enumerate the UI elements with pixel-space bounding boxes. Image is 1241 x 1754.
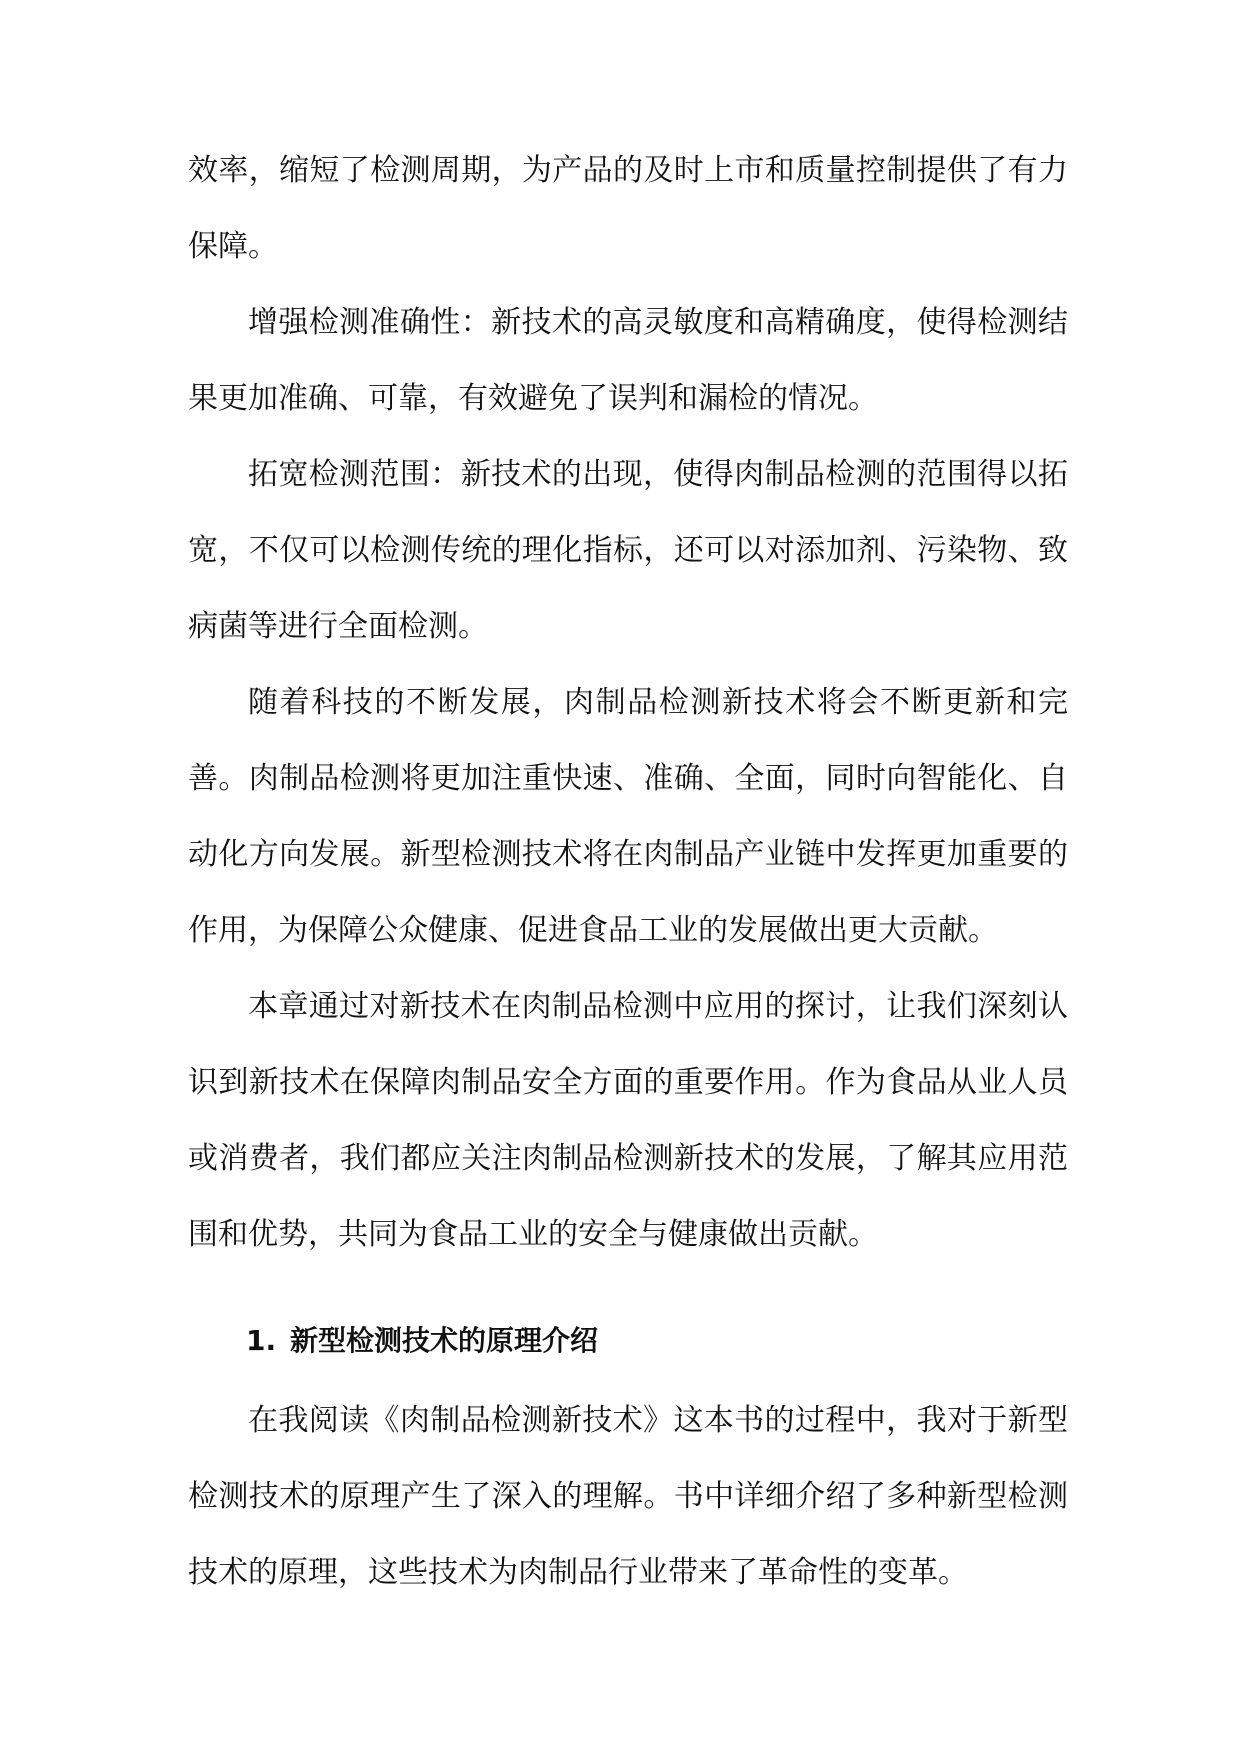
paragraph-continued: 效率，缩短了检测周期，为产品的及时上市和质量控制提供了有力保障。 bbox=[188, 153, 1068, 264]
paragraph-principles-intro: 在我阅读《肉制品检测新技术》这本书的过程中，我对于新型检测技术的原理产生了深入的理解。书中详细介绍了多种新型检测技术的原理，这些技术为肉制品行业带来了革命性的变革。 bbox=[188, 1403, 1068, 1590]
document-page bbox=[188, 133, 1068, 1611]
section-title: 新型检测技术的原理介绍 bbox=[290, 1324, 599, 1357]
paragraph-scope: 拓宽检测范围：新技术的出现，使得肉制品检测的范围得以拓宽，不仅可以检测传统的理化指标，还可以对添加剂、污染物、致病菌等进行全面检测。 bbox=[188, 457, 1068, 644]
section-heading bbox=[188, 1299, 1068, 1383]
paragraph-accuracy: 增强检测准确性：新技术的高灵敏度和高精确度，使得检测结果更加准确、可靠，有效避免了误判和漏检的情况。 bbox=[188, 305, 1068, 416]
paragraph-chapter-summary: 本章通过对新技术在肉制品检测中应用的探讨，让我们深刻认识到新技术在保障肉制品安全方面的重要作用。作为食品从业人员或消费者，我们都应关注肉制品检测新技术的发展，了解其应用范围和优势，共同为食品工业的安全与健康做出贡献。 bbox=[188, 989, 1068, 1252]
section-number: 1. bbox=[246, 1324, 277, 1357]
paragraph-development: 随着科技的不断发展，肉制品检测新技术将会不断更新和完善。肉制品检测将更加注重快速、准确、全面，同时向智能化、自动化方向发展。新型检测技术将在肉制品产业链中发挥更加重要的作用，为保障公众健康、促进食品工业的发展做出更大贡献。 bbox=[188, 685, 1068, 948]
